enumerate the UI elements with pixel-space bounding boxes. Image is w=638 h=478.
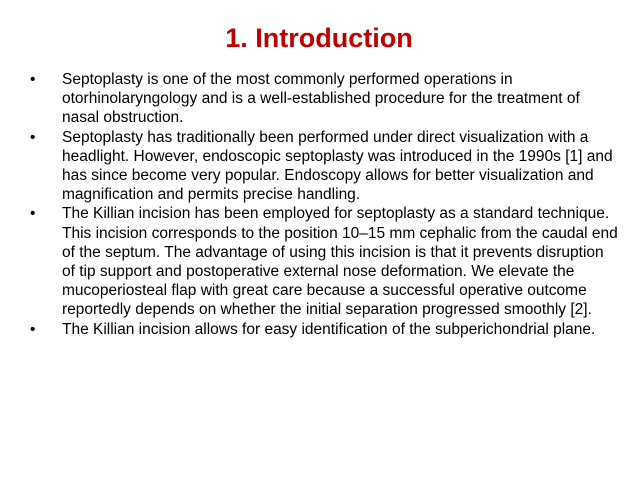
bullet-list (30, 70, 620, 339)
bullet-item (30, 204, 620, 319)
bullet-icon: • (30, 320, 36, 338)
bullet-icon: • (30, 205, 36, 223)
bullet-text: Septoplasty is one of the most commonly performed operations in otorhinolaryngology and is a well-established procedure for the treatment of nasal obstruction. (62, 71, 580, 127)
bullet-icon: • (30, 71, 36, 88)
bullet-item (30, 128, 620, 205)
page-title: 1. Introduction (225, 23, 413, 53)
bullet-text: The Killian incision has been employed for septoplasty as a standard technique. This incision corresponds to the position 10–15 mm cephalic from the caudal end of the septum. The advantage of using this incision is that it prevents disruption of tip support and postoperative external nose deformation. We elevate the mucoperiosteal flap with great care because a successful operative outcome reportedly depends on whether the initial separation progressed smoothly [2]. (62, 205, 618, 319)
bullet-item (30, 70, 620, 128)
bullet-icon: • (30, 128, 36, 146)
bullet-item (30, 320, 620, 339)
bullet-text: The Killian incision allows for easy identification of the subperichondrial plane. (62, 320, 596, 338)
bullet-text: Septoplasty has traditionally been performed under direct visualization with a headlight. However, endoscopic septoplasty was introduced in the 1990s [1] and has since become very popular. Endoscopy allows for better visualization and magnification and permits precise handling. (62, 128, 613, 204)
